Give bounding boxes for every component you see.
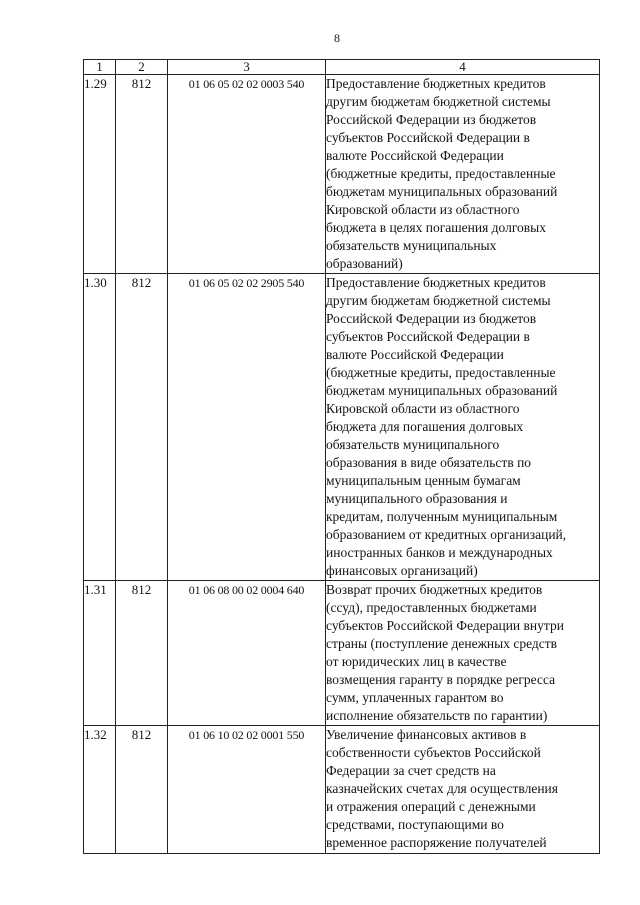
description-line: бюджетам муниципальных образований [326,184,558,199]
row-description [326,274,600,581]
description-line: Федерации за счет средств на [326,763,496,778]
description-line: субъектов Российской Федерации внутри [326,618,564,633]
description-line: (бюджетные кредиты, предоставленные [326,166,556,181]
description-line: исполнение обязательств по гарантии) [326,708,548,723]
description-line: муниципальным ценным бумагам [326,473,521,488]
column-header-1: 1 [84,60,116,75]
budget-classification-code: 01 06 08 00 02 0004 640 [168,581,326,726]
description-line: муниципального образования и [326,491,508,506]
description-line: казначейских счетах для осуществления [326,781,558,796]
description-line: собственности субъектов Российской [326,745,541,760]
description-line: другим бюджетам бюджетной системы [326,293,551,308]
description-line: Возврат прочих бюджетных кредитов [326,582,543,597]
row-description [326,75,600,274]
admin-code: 812 [116,581,168,726]
page-number: 8 [334,31,340,45]
description-line: обязательств муниципального [326,437,500,452]
description-line: от юридических лиц в качестве [326,654,507,669]
row-description [326,726,600,854]
admin-code: 812 [116,75,168,274]
description-line: бюджетам муниципальных образований [326,383,558,398]
description-line: бюджета для погашения долговых [326,419,524,434]
description-line: Российской Федерации из бюджетов [326,311,537,326]
description-line: Увеличение финансовых активов в [326,727,527,742]
description-line: и отражения операций с денежными [326,799,536,814]
row-number: 1.31 [84,581,116,726]
table-header-row [84,60,600,75]
description-line: (бюджетные кредиты, предоставленные [326,365,556,380]
row-description [326,581,600,726]
description-line: Предоставление бюджетных кредитов [326,76,546,91]
description-line: сумм, уплаченных гарантом во [326,690,504,705]
description-line: финансовых организаций) [326,563,478,578]
table-row [84,75,600,274]
description-line: образований) [326,256,403,271]
budget-codes-table [83,59,600,854]
row-number: 1.32 [84,726,116,854]
description-line: валюте Российской Федерации [326,347,504,362]
table-row [84,274,600,581]
description-line: валюте Российской Федерации [326,148,504,163]
row-number: 1.29 [84,75,116,274]
description-line: Кировской области из областного [326,202,520,217]
column-header-3: 3 [168,60,326,75]
table-row [84,726,600,854]
description-line: кредитам, полученным муниципальным [326,509,558,524]
admin-code: 812 [116,274,168,581]
description-line: образованием от кредитных организаций, [326,527,567,542]
budget-classification-code: 01 06 10 02 02 0001 550 [168,726,326,854]
description-line: Российской Федерации из бюджетов [326,112,537,127]
column-header-4: 4 [326,60,600,75]
description-line: образования в виде обязательств по [326,455,532,470]
description-line: временное распоряжение получателей [326,835,547,850]
description-line: Кировской области из областного [326,401,520,416]
row-number: 1.30 [84,274,116,581]
description-line: Предоставление бюджетных кредитов [326,275,546,290]
budget-classification-code: 01 06 05 02 02 0003 540 [168,75,326,274]
description-line: другим бюджетам бюджетной системы [326,94,551,109]
description-line: бюджета в целях погашения долговых [326,220,546,235]
description-line: иностранных банков и международных [326,545,553,560]
column-header-2: 2 [116,60,168,75]
description-line: страны (поступление денежных средств [326,636,558,651]
description-line: средствами, поступающими во [326,817,504,832]
description-line: обязательств муниципальных [326,238,497,253]
description-line: субъектов Российской Федерации в [326,130,530,145]
admin-code: 812 [116,726,168,854]
budget-classification-code: 01 06 05 02 02 2905 540 [168,274,326,581]
description-line: субъектов Российской Федерации в [326,329,530,344]
description-line: возмещения гаранту в порядке регресса [326,672,556,687]
table-row [84,581,600,726]
description-line: (ссуд), предоставленных бюджетами [326,600,537,615]
